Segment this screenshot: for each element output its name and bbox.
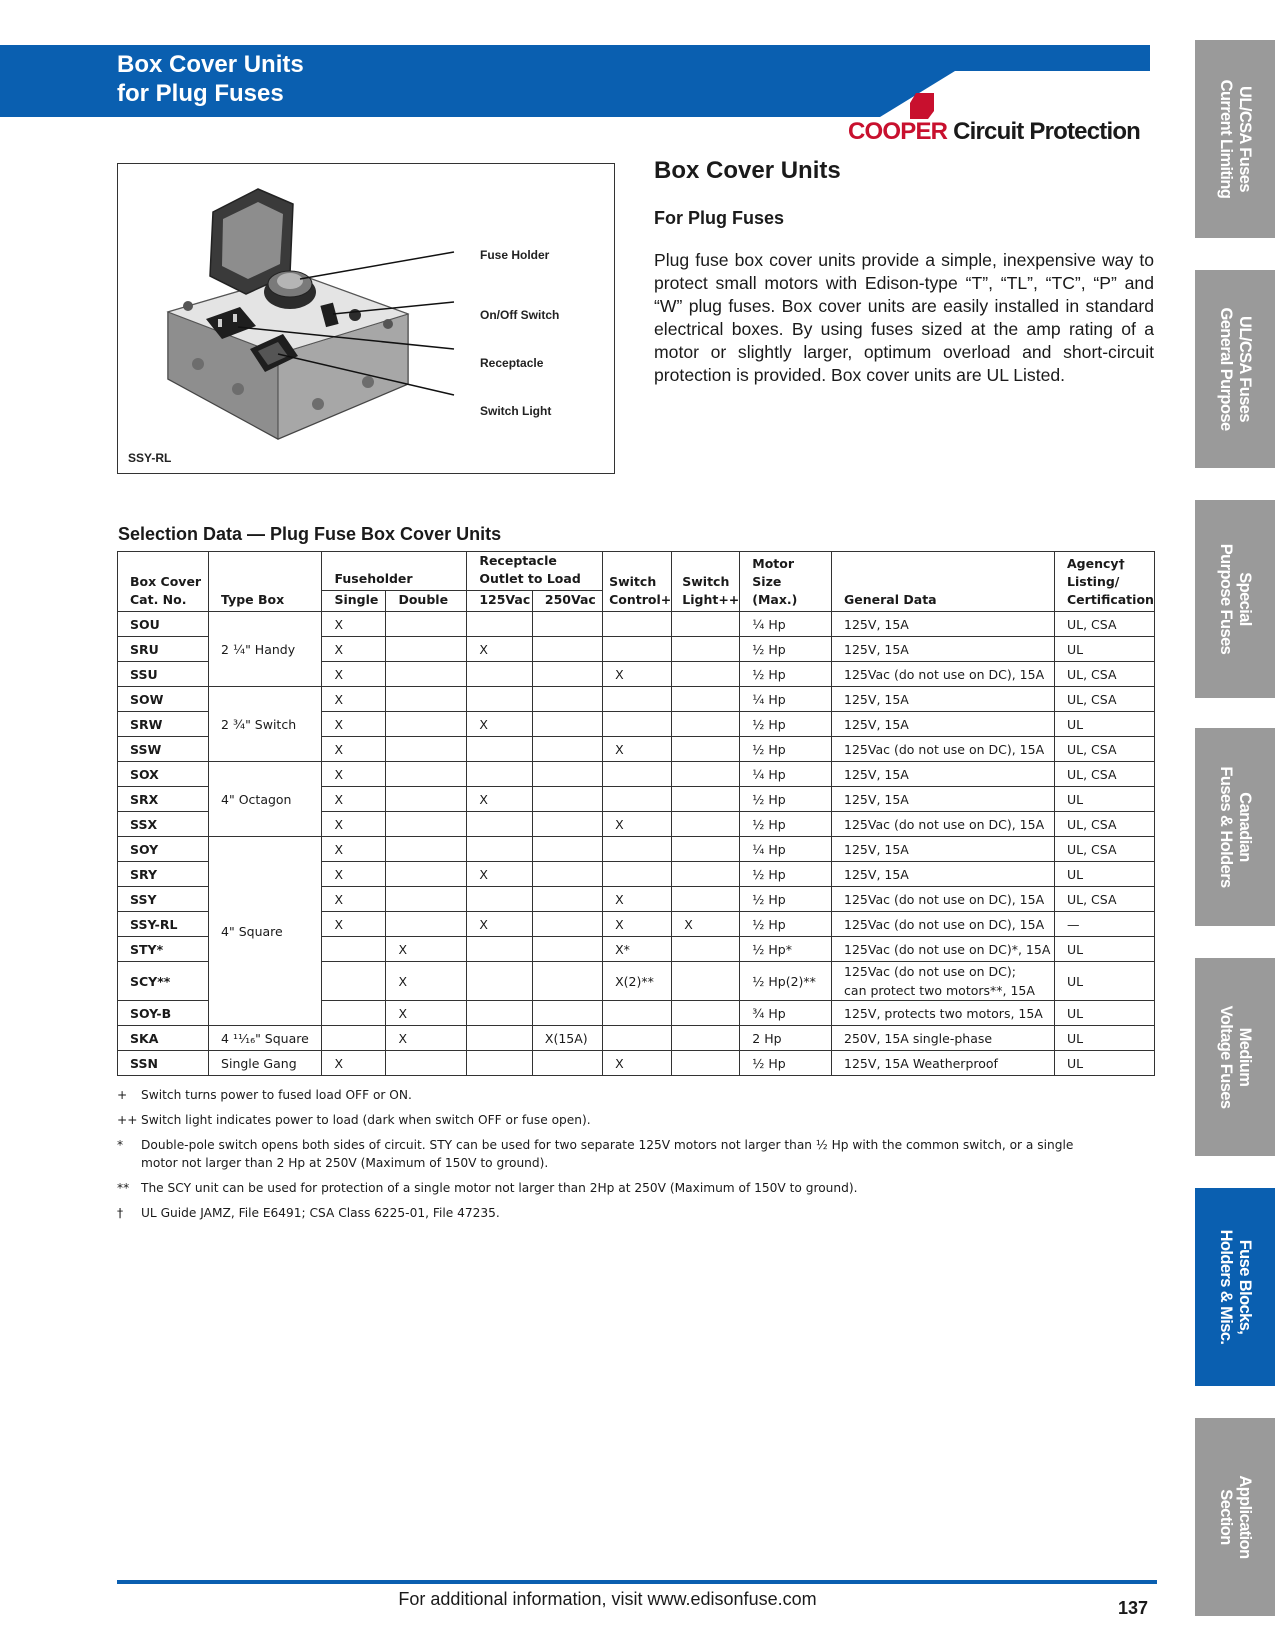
type-box-cell: Single Gang (209, 1051, 322, 1076)
table-cell (672, 612, 740, 637)
table-cell: SRU (118, 637, 209, 662)
table-cell: X (322, 712, 386, 737)
table-cell: X (322, 887, 386, 912)
table-cell (672, 837, 740, 862)
table-cell (532, 862, 602, 887)
table-cell (386, 887, 467, 912)
table-cell (603, 862, 672, 887)
table-cell (322, 1001, 386, 1026)
table-cell: X (322, 737, 386, 762)
table-cell (386, 637, 467, 662)
table-cell (532, 787, 602, 812)
type-box-cell: 2 ¾" Switch (209, 687, 322, 762)
table-cell (467, 762, 533, 787)
table-cell: UL (1055, 787, 1155, 812)
table-cell: X (467, 637, 533, 662)
table-cell (672, 737, 740, 762)
table-row (118, 612, 1155, 637)
table-cell: SOW (118, 687, 209, 712)
table-cell: ½ Hp (740, 787, 832, 812)
table-cell (532, 837, 602, 862)
table-cell (386, 912, 467, 937)
table-cell: 125Vac (do not use on DC), 15A (832, 662, 1055, 687)
table-cell (603, 1026, 672, 1051)
th-receptacle: Receptacle Outlet to Load (467, 552, 603, 591)
table-cell (322, 962, 386, 1001)
table-cell: X (386, 1001, 467, 1026)
table-cell: 125Vac (do not use on DC), 15A (832, 912, 1055, 937)
table-cell (603, 837, 672, 862)
table-cell (467, 962, 533, 1001)
table-cell (672, 937, 740, 962)
table-cell (672, 962, 740, 1001)
table-cell: UL (1055, 712, 1155, 737)
table-cell (386, 737, 467, 762)
table-cell (386, 1051, 467, 1076)
intro-paragraph: Plug fuse box cover units provide a simple, inexpensive way to protect small motors with Edison-type “T”, “TL”, “TC”, “P” and “W” plug fuses. Box cover units are easily installed in standard electrical boxes. By using fuses sized at the amp rating of a motor or slightly larger, optimum overload and short-circuit protection is provided. Box cover units are UL Listed. (654, 250, 1154, 385)
table-cell: X (603, 1051, 672, 1076)
table-cell: SRW (118, 712, 209, 737)
table-cell: UL (1055, 937, 1155, 962)
table-cell: UL, CSA (1055, 812, 1155, 837)
table-cell: SKA (118, 1026, 209, 1051)
table-cell: X (603, 737, 672, 762)
table-cell: X (603, 812, 672, 837)
table-cell (532, 962, 602, 1001)
table-cell (386, 712, 467, 737)
table-cell (603, 1001, 672, 1026)
table-cell: X (603, 912, 672, 937)
table-cell (672, 787, 740, 812)
type-box-cell: 4 ¹¹⁄₁₆" Square (209, 1026, 322, 1051)
side-tabs (1195, 0, 1275, 1650)
table-cell (532, 637, 602, 662)
table-cell: UL (1055, 1051, 1155, 1076)
table-cell: UL, CSA (1055, 662, 1155, 687)
table-cell (603, 787, 672, 812)
table-cell (672, 812, 740, 837)
figure-caption: SSY-RL (128, 451, 172, 465)
table-cell (467, 937, 533, 962)
th-fuseholder: Fuseholder (322, 552, 467, 591)
table-cell (532, 937, 602, 962)
table-cell: X (603, 887, 672, 912)
table-cell (532, 887, 602, 912)
table-cell (532, 1051, 602, 1076)
table-title: Selection Data — Plug Fuse Box Cover Units (118, 524, 502, 544)
header-title (117, 50, 304, 108)
table-cell (467, 1026, 533, 1051)
table-cell: 125V, 15A (832, 637, 1055, 662)
label-on-off-switch: On/Off Switch (480, 308, 560, 322)
header-title-line1: Box Cover Units (117, 51, 304, 78)
table-cell: SSW (118, 737, 209, 762)
footer-text: For additional information, visit www.edisonfuse.com (398, 1589, 817, 1609)
table-cell: ¼ Hp (740, 837, 832, 862)
table-cell: UL, CSA (1055, 737, 1155, 762)
table-cell: 125V, 15A (832, 612, 1055, 637)
table-cell (672, 637, 740, 662)
table-cell (603, 637, 672, 662)
table-cell (467, 612, 533, 637)
table-cell: X (322, 862, 386, 887)
table-cell (672, 712, 740, 737)
table-cell: UL, CSA (1055, 687, 1155, 712)
table-cell (467, 662, 533, 687)
table-cell: ½ Hp (740, 712, 832, 737)
table-row (118, 762, 1155, 787)
page-number: 137 (1118, 1598, 1149, 1618)
table-cell: 125V, 15A (832, 837, 1055, 862)
table-cell (467, 887, 533, 912)
header-title-line2: for Plug Fuses (117, 80, 284, 107)
table-header-row-1 (118, 552, 1155, 591)
label-receptacle: Receptacle (480, 356, 544, 370)
table-row (118, 1051, 1155, 1076)
table-cell: SSX (118, 812, 209, 837)
footnote: ++ Switch light indicates power to load (dark when switch OFF or fuse open). (117, 1113, 591, 1127)
th-type-box: Type Box (209, 552, 322, 612)
table-cell: SOU (118, 612, 209, 637)
table-cell (672, 1001, 740, 1026)
tab-application-section[interactable]: Application Section (1195, 1418, 1275, 1616)
type-box-cell: 2 ¼" Handy (209, 612, 322, 687)
table-cell: 250V, 15A single-phase (832, 1026, 1055, 1051)
table-cell: X (322, 662, 386, 687)
table-cell: X (467, 787, 533, 812)
table-cell (467, 737, 533, 762)
table-cell: 125V, protects two motors, 15A (832, 1001, 1055, 1026)
table-cell: SRX (118, 787, 209, 812)
table-cell (386, 662, 467, 687)
table-cell (386, 762, 467, 787)
product-figure (117, 163, 615, 474)
table-cell: ½ Hp (740, 1051, 832, 1076)
table-cell: UL, CSA (1055, 612, 1155, 637)
table-cell (386, 837, 467, 862)
tab-special-purpose-fuses[interactable]: Special Purpose Fuses (1195, 500, 1275, 698)
tab-ul-csa-current-limiting[interactable]: UL/CSA Fuses Current Limiting (1195, 40, 1275, 238)
table-cell (532, 687, 602, 712)
table-cell: ½ Hp (740, 637, 832, 662)
th-general-data: General Data (832, 552, 1055, 612)
table-cell: UL (1055, 1001, 1155, 1026)
table-row (118, 837, 1155, 862)
th-motor-size: Motor Size (Max.) (740, 552, 832, 612)
table-cell: UL (1055, 1026, 1155, 1051)
table-cell: SCY** (118, 962, 209, 1001)
table-cell: X (322, 1051, 386, 1076)
table-cell: — (1055, 912, 1155, 937)
table-row (118, 1026, 1155, 1051)
table-cell: SOY-B (118, 1001, 209, 1026)
table-cell: ¼ Hp (740, 687, 832, 712)
table-cell: ½ Hp (740, 737, 832, 762)
table-cell (603, 712, 672, 737)
table-cell: 125V, 15A (832, 712, 1055, 737)
table-cell: X(2)** (603, 962, 672, 1001)
table-cell: ½ Hp* (740, 937, 832, 962)
table-cell (532, 737, 602, 762)
table-cell (467, 812, 533, 837)
table-cell: X (322, 787, 386, 812)
table-cell (386, 787, 467, 812)
table-cell: X (322, 912, 386, 937)
table-cell: ¾ Hp (740, 1001, 832, 1026)
footnote: † UL Guide JAMZ, File E6491; CSA Class 6225-01, File 47235. (117, 1206, 500, 1220)
table-cell: ½ Hp(2)** (740, 962, 832, 1001)
table-cell: X(15A) (532, 1026, 602, 1051)
tab-medium-voltage-fuses[interactable]: Medium Voltage Fuses (1195, 958, 1275, 1156)
table-cell (322, 1026, 386, 1051)
table-cell: X (467, 712, 533, 737)
table-cell: X (322, 812, 386, 837)
table-cell: 125Vac (do not use on DC), 15A (832, 812, 1055, 837)
table-footnotes (117, 1086, 1097, 1229)
table-cell: 125V, 15A Weatherproof (832, 1051, 1055, 1076)
table-cell: X* (603, 937, 672, 962)
table-cell: ½ Hp (740, 662, 832, 687)
table-cell (672, 1026, 740, 1051)
table-cell: SSY (118, 887, 209, 912)
table-cell (672, 687, 740, 712)
table-cell: 125V, 15A (832, 687, 1055, 712)
table-cell (386, 612, 467, 637)
table-cell (467, 837, 533, 862)
footnote: + Switch turns power to fused load OFF or ON. (117, 1088, 412, 1102)
table-cell: 125Vac (do not use on DC), 15A (832, 887, 1055, 912)
th-125vac: 125Vac (467, 591, 533, 612)
table-cell: UL, CSA (1055, 887, 1155, 912)
type-box-cell: 4" Square (209, 837, 322, 1026)
brand-name-red: COOPER (848, 118, 948, 145)
table-cell: UL, CSA (1055, 837, 1155, 862)
table-cell: 125V, 15A (832, 762, 1055, 787)
table-cell: X (322, 837, 386, 862)
table-cell (467, 1001, 533, 1026)
footnote: ** The SCY unit can be used for protection of a single motor not larger than 2Hp at 250V (Maximum of 150V to ground). (117, 1181, 858, 1195)
footnote: * Double-pole switch opens both sides of circuit. STY can be used for two separate 125V motors not larger than ½ Hp with the common switch, or a single motor not larger than 2 Hp at 250V (Maximum of 150V to ground). (117, 1138, 1074, 1170)
table-cell: X (322, 687, 386, 712)
table-cell: 125Vac (do not use on DC), 15A (832, 737, 1055, 762)
table-cell: 125Vac (do not use on DC)*, 15A (832, 937, 1055, 962)
table-cell: X (322, 612, 386, 637)
th-switch-control: Switch Control+ (603, 552, 672, 612)
table-cell: SSU (118, 662, 209, 687)
tab-canadian-fuses-holders[interactable]: Canadian Fuses & Holders (1195, 728, 1275, 926)
table-cell: ½ Hp (740, 887, 832, 912)
th-agency: Agency† Listing/ Certification (1055, 552, 1155, 612)
th-250vac: 250Vac (532, 591, 602, 612)
table-cell: ½ Hp (740, 862, 832, 887)
table-cell: X (322, 637, 386, 662)
table-cell: SOY (118, 837, 209, 862)
th-single: Single (322, 591, 386, 612)
table-cell (532, 812, 602, 837)
selection-table (117, 551, 1155, 1076)
table-cell (672, 1051, 740, 1076)
table-cell (603, 687, 672, 712)
table-cell: ¼ Hp (740, 762, 832, 787)
table-cell: SSN (118, 1051, 209, 1076)
table-cell: 125V, 15A (832, 862, 1055, 887)
table-cell (386, 812, 467, 837)
table-cell (532, 1001, 602, 1026)
table-cell: UL (1055, 862, 1155, 887)
table-cell: X (386, 937, 467, 962)
table-cell: SRY (118, 862, 209, 887)
table-cell: X (467, 912, 533, 937)
table-cell: X (322, 762, 386, 787)
footer-divider (117, 1580, 1157, 1584)
label-switch-light: Switch Light (480, 404, 552, 418)
table-cell (467, 1051, 533, 1076)
th-switch-light: Switch Light++ (672, 552, 740, 612)
table-cell: UL (1055, 962, 1155, 1001)
table-cell: X (603, 662, 672, 687)
table-cell: 125Vac (do not use on DC); can protect two motors**, 15A (832, 962, 1055, 1001)
table-cell (532, 612, 602, 637)
table-cell: SSY-RL (118, 912, 209, 937)
table-cell (386, 687, 467, 712)
table-cell: UL, CSA (1055, 762, 1155, 787)
table-cell: X (386, 962, 467, 1001)
section-subtitle: For Plug Fuses (654, 208, 785, 228)
table-cell (672, 662, 740, 687)
table-cell (672, 887, 740, 912)
table-cell: X (467, 862, 533, 887)
table-cell: STY* (118, 937, 209, 962)
table-cell: UL (1055, 637, 1155, 662)
table-cell: 125V, 15A (832, 787, 1055, 812)
label-fuse-holder: Fuse Holder (480, 248, 550, 262)
section-title: Box Cover Units (654, 157, 841, 184)
table-cell (532, 712, 602, 737)
tab-ul-csa-general-purpose[interactable]: UL/CSA Fuses General Purpose (1195, 270, 1275, 468)
th-cat-no: Box Cover Cat. No. (118, 552, 209, 612)
table-cell: ¼ Hp (740, 612, 832, 637)
table-cell (603, 612, 672, 637)
table-cell (532, 662, 602, 687)
table-cell (603, 762, 672, 787)
table-cell (672, 762, 740, 787)
table-cell: X (386, 1026, 467, 1051)
table-cell (467, 687, 533, 712)
type-box-cell: 4" Octagon (209, 762, 322, 837)
cooper-logo-mark-icon (902, 93, 934, 119)
table-cell: ½ Hp (740, 912, 832, 937)
table-cell (322, 937, 386, 962)
brand-logo (848, 118, 1140, 146)
table-cell (672, 862, 740, 887)
table-cell (532, 912, 602, 937)
brand-name-rest: Circuit Protection (953, 118, 1141, 145)
tab-fuse-blocks-holders-misc[interactable]: Fuse Blocks, Holders & Misc. (1195, 1188, 1275, 1386)
table-row (118, 687, 1155, 712)
th-double: Double (386, 591, 467, 612)
table-cell: ½ Hp (740, 812, 832, 837)
table-cell (386, 862, 467, 887)
table-cell: X (672, 912, 740, 937)
table-cell: 2 Hp (740, 1026, 832, 1051)
table-cell: SOX (118, 762, 209, 787)
table-cell (532, 762, 602, 787)
